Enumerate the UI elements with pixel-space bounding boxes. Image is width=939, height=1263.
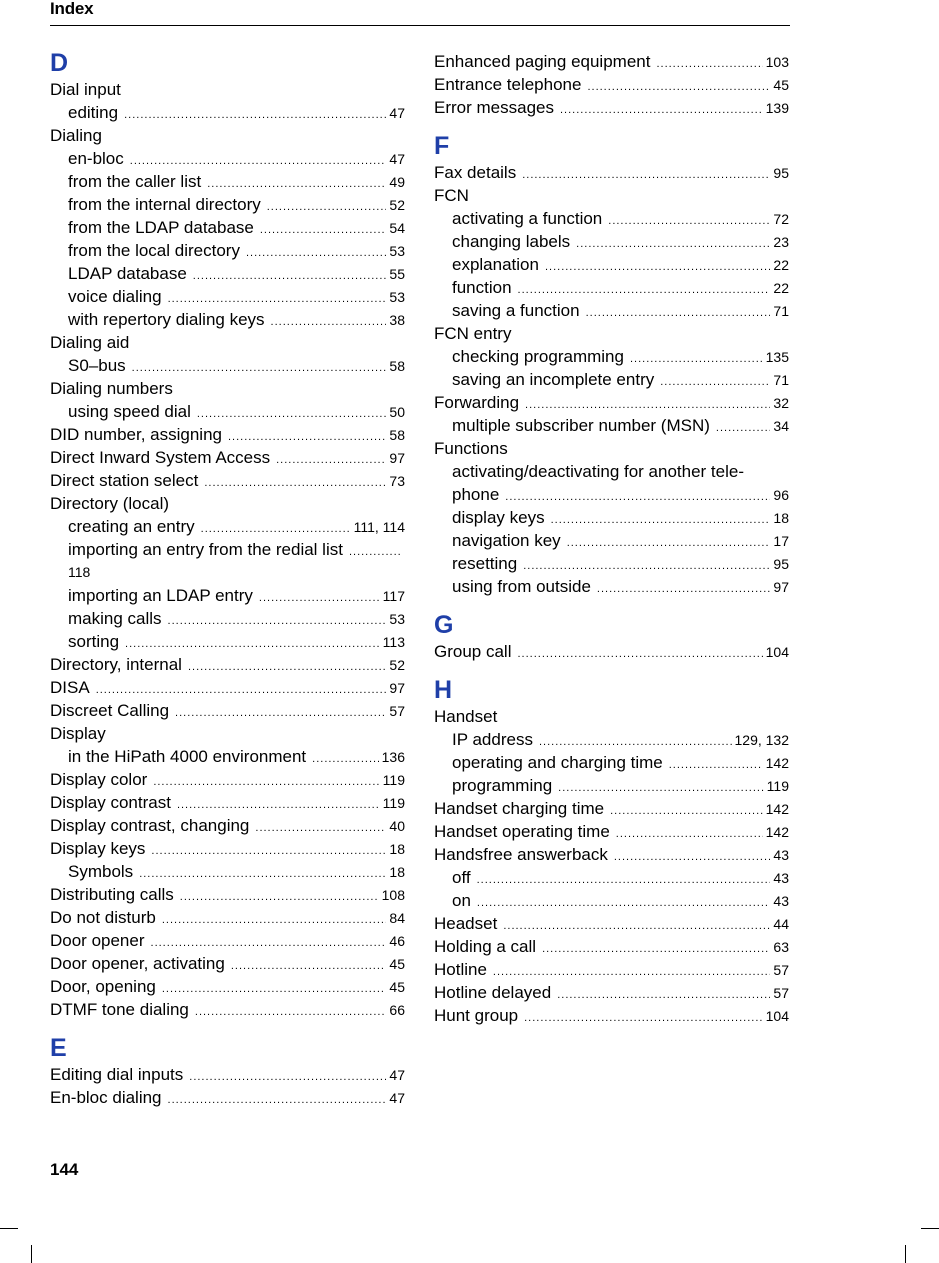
- dot-leader: [576, 233, 770, 256]
- index-subentry: [434, 345, 789, 368]
- index-entry-label: phone: [452, 485, 500, 504]
- page-reference: 71: [773, 372, 789, 388]
- index-subentry: [434, 276, 789, 299]
- index-subentry: [434, 529, 789, 552]
- page-header-title: Index: [50, 0, 94, 18]
- index-subentry: [50, 515, 405, 538]
- page-reference: 96: [773, 487, 789, 503]
- page-reference: 44: [773, 916, 789, 932]
- dot-leader: [276, 449, 386, 472]
- index-entry: [434, 96, 789, 119]
- crop-mark: [0, 1228, 18, 1229]
- index-entry-label: Editing dial inputs: [50, 1065, 184, 1084]
- page-reference: 57: [389, 703, 405, 719]
- index-entry-label: Handset charging time: [434, 799, 605, 818]
- page-reference: 46: [389, 933, 405, 949]
- page-reference: 53: [389, 289, 405, 305]
- index-entry-label: in the HiPath 4000 environment: [68, 747, 307, 766]
- index-entry-label: en-bloc: [68, 149, 124, 168]
- index-entry: [50, 975, 405, 998]
- page-reference: 97: [773, 579, 789, 595]
- page-reference: 43: [773, 847, 789, 863]
- page-reference: 52: [389, 657, 405, 673]
- dot-leader: [255, 817, 386, 840]
- index-subentry: [50, 147, 405, 170]
- index-entry-label: saving a function: [452, 301, 580, 320]
- index-subentry: [50, 354, 405, 377]
- index-entry-label: Direct Inward System Access: [50, 448, 271, 467]
- index-subentry: [434, 414, 789, 437]
- index-subentry: [434, 483, 789, 506]
- index-entry-label: Direct station select: [50, 471, 199, 490]
- header-divider: [50, 25, 790, 26]
- page-reference: 104: [765, 1008, 789, 1024]
- index-entry-label: Hotline delayed: [434, 983, 552, 1002]
- dot-leader: [175, 702, 386, 725]
- index-entry: [434, 958, 789, 981]
- index-column-left: [50, 50, 405, 1109]
- dot-leader: [557, 984, 770, 1007]
- index-subentry: [434, 866, 789, 889]
- index-entry: [434, 161, 789, 184]
- page-reference: 103: [765, 54, 789, 70]
- dot-leader: [188, 656, 386, 679]
- index-subentry: [50, 216, 405, 239]
- index-heading: Dialing: [50, 126, 102, 145]
- index-subentry: [434, 575, 789, 598]
- dot-leader: [195, 1001, 387, 1024]
- index-entry-label: making calls: [68, 609, 162, 628]
- index-entry: [50, 423, 405, 446]
- index-entry: [50, 446, 405, 469]
- index-subentry: [50, 607, 405, 630]
- dot-leader: [503, 915, 770, 938]
- page-reference: 97: [389, 450, 405, 466]
- index-entry-label: Fax details: [434, 163, 517, 182]
- index-entry-label: Door opener: [50, 931, 145, 950]
- page-reference: 53: [389, 243, 405, 259]
- index-entry-continuation: 118: [68, 564, 91, 580]
- index-heading: Display: [50, 724, 106, 743]
- index-entry: [50, 791, 405, 814]
- page-reference: 45: [773, 77, 789, 93]
- page-reference: 111, 114: [353, 519, 405, 535]
- dot-leader: [545, 256, 770, 279]
- section-letter: E: [50, 1034, 67, 1062]
- index-entry: [50, 768, 405, 791]
- page-reference: 55: [389, 266, 405, 282]
- page-reference: 71: [773, 303, 789, 319]
- page-reference: 52: [389, 197, 405, 213]
- page-reference: 95: [773, 556, 789, 572]
- section-letter: H: [434, 676, 452, 704]
- page-number: 144: [50, 1160, 79, 1179]
- index-subentry: [50, 285, 405, 308]
- page-reference: 142: [765, 801, 789, 817]
- index-entry-label: sorting: [68, 632, 120, 651]
- page-reference: 58: [389, 358, 405, 374]
- index-entry-label: Door, opening: [50, 977, 156, 996]
- page-reference: 43: [773, 893, 789, 909]
- page-reference: 45: [389, 979, 405, 995]
- index-entry: [50, 699, 405, 722]
- page-reference: 47: [389, 1090, 405, 1106]
- index-entry-label: editing: [68, 103, 119, 122]
- index-heading: FCN: [434, 186, 469, 205]
- index-subentry: [50, 584, 405, 607]
- index-entry-label: from the LDAP database: [68, 218, 254, 237]
- index-entry-label: navigation key: [452, 531, 561, 550]
- index-entry-label: Do not disturb: [50, 908, 156, 927]
- index-entry-label: activating a function: [452, 209, 603, 228]
- index-entry-label: explanation: [452, 255, 539, 274]
- index-subentry: [50, 308, 405, 331]
- index-entry-label: importing an LDAP entry: [68, 586, 253, 605]
- index-entry-label: Distributing calls: [50, 885, 174, 904]
- index-subentry: [434, 552, 789, 575]
- index-entry-label: using from outside: [452, 577, 591, 596]
- index-entry-label: DISA: [50, 678, 90, 697]
- dot-leader: [271, 311, 387, 334]
- index-subentry: [50, 239, 405, 262]
- index-entry-label: checking programming: [452, 347, 624, 366]
- crop-mark: [921, 1228, 939, 1229]
- index-entry: [434, 820, 789, 843]
- index-entry-label: Door opener, activating: [50, 954, 225, 973]
- index-entry-label: off: [452, 868, 471, 887]
- page-reference: 104: [765, 644, 789, 660]
- index-entry-label: Headset: [434, 914, 498, 933]
- index-subentry: [50, 538, 405, 561]
- index-subentry: [434, 889, 789, 912]
- dot-leader: [312, 748, 378, 771]
- index-column-right: [434, 50, 789, 1027]
- dot-leader: [124, 104, 386, 127]
- index-subentry: [434, 253, 789, 276]
- index-entry-label: En-bloc dialing: [50, 1088, 162, 1107]
- index-entry: [434, 73, 789, 96]
- index-subentry: [50, 170, 405, 193]
- index-entry-label: Display contrast: [50, 793, 171, 812]
- page-reference: 136: [381, 749, 405, 765]
- dot-leader: [542, 938, 770, 961]
- page-reference: 40: [389, 818, 405, 834]
- index-entry: [434, 50, 789, 73]
- page-reference: 45: [389, 956, 405, 972]
- index-entry-label: Handsfree answerback: [434, 845, 608, 864]
- page-reference: 43: [773, 870, 789, 886]
- index-entry-label: Display keys: [50, 839, 146, 858]
- index-entry: [50, 676, 405, 699]
- index-subentry: [50, 400, 405, 423]
- index-entry: [434, 640, 789, 663]
- index-subentry: [434, 774, 789, 797]
- index-entry: [50, 814, 405, 837]
- index-subentry: [50, 262, 405, 285]
- index-entry-label: Display contrast, changing: [50, 816, 250, 835]
- dot-leader: [180, 886, 379, 909]
- page-reference: 49: [389, 174, 405, 190]
- index-entry-label: programming: [452, 776, 553, 795]
- index-entry-label: saving an incomplete entry: [452, 370, 655, 389]
- dot-leader: [567, 532, 771, 555]
- page-reference: 73: [389, 473, 405, 489]
- page-reference: 47: [389, 151, 405, 167]
- page-reference: 47: [389, 105, 405, 121]
- page-reference: 53: [389, 611, 405, 627]
- index-entry-label: IP address: [452, 730, 533, 749]
- index-entry-label: from the internal directory: [68, 195, 261, 214]
- dot-leader: [153, 771, 379, 794]
- dot-leader: [477, 869, 771, 892]
- index-subentry: [434, 230, 789, 253]
- dot-leader: [616, 823, 763, 846]
- dot-leader: [587, 76, 770, 99]
- index-subentry: [50, 101, 405, 124]
- index-entry-label: Handset operating time: [434, 822, 610, 841]
- page-reference: 57: [773, 985, 789, 1001]
- index-heading: Dial input: [50, 80, 121, 99]
- index-entry-label: on: [452, 891, 471, 910]
- page-reference: 117: [382, 588, 405, 604]
- dot-leader: [162, 978, 387, 1001]
- index-heading: Dialing numbers: [50, 379, 173, 398]
- index-entry: [50, 469, 405, 492]
- index-entry: [50, 837, 405, 860]
- index-entry: [434, 935, 789, 958]
- section-letter: D: [50, 49, 68, 77]
- index-entry-label: using speed dial: [68, 402, 191, 421]
- index-subentry: [434, 368, 789, 391]
- index-entry: [50, 1086, 405, 1109]
- dot-leader: [551, 509, 771, 532]
- dot-leader: [259, 587, 380, 610]
- dot-leader: [560, 99, 763, 122]
- index-subentry: [50, 630, 405, 653]
- dot-leader: [656, 53, 762, 76]
- dot-leader: [517, 643, 762, 666]
- dot-leader: [614, 846, 771, 869]
- index-entry: [434, 797, 789, 820]
- index-subentry: [434, 299, 789, 322]
- index-subentry: [434, 506, 789, 529]
- index-entry-label: display keys: [452, 508, 545, 527]
- index-entry-label: resetting: [452, 554, 518, 573]
- dot-leader: [151, 840, 386, 863]
- index-entry-label: S0–bus: [68, 356, 126, 375]
- index-entry: [50, 653, 405, 676]
- page-reference: 97: [389, 680, 405, 696]
- index-entry: [50, 883, 405, 906]
- crop-mark: [31, 1245, 32, 1263]
- index-subentry: [50, 745, 405, 768]
- dot-leader: [660, 371, 770, 394]
- dot-leader: [477, 892, 771, 915]
- index-entry-label: Hotline: [434, 960, 487, 979]
- index-entry-label: Directory, internal: [50, 655, 182, 674]
- page-reference: 18: [773, 510, 789, 526]
- dot-leader: [505, 486, 770, 509]
- index-entry-label: Holding a call: [434, 937, 537, 956]
- index-subentry: [434, 207, 789, 230]
- index-subentry: [434, 751, 789, 774]
- page-reference: 34: [773, 418, 789, 434]
- dot-leader: [197, 403, 387, 426]
- dot-leader: [168, 610, 387, 633]
- index-entry-label: DID number, assigning: [50, 425, 222, 444]
- index-entry-label: voice dialing: [68, 287, 162, 306]
- section-letter: F: [434, 132, 449, 160]
- dot-leader: [162, 909, 387, 932]
- dot-leader: [267, 196, 387, 219]
- index-entry-label: DTMF tone dialing: [50, 1000, 189, 1019]
- crop-mark: [905, 1245, 906, 1263]
- index-entry: [50, 998, 405, 1021]
- index-entry-label: from the caller list: [68, 172, 202, 191]
- index-entry-label: Entrance telephone: [434, 75, 582, 94]
- index-entry-label: LDAP database: [68, 264, 187, 283]
- page-reference: 23: [773, 234, 789, 250]
- dot-leader: [608, 210, 770, 233]
- dot-leader: [246, 242, 386, 265]
- index-entry: [434, 981, 789, 1004]
- page-reference: 72: [773, 211, 789, 227]
- index-entry-label: multiple subscriber number (MSN): [452, 416, 710, 435]
- page-reference: 84: [389, 910, 405, 926]
- page-reference: 54: [389, 220, 405, 236]
- dot-leader: [204, 472, 386, 495]
- page-reference: 142: [765, 755, 789, 771]
- index-subentry: [50, 860, 405, 883]
- index-entry-label: with repertory dialing keys: [68, 310, 265, 329]
- index-subentry: [50, 193, 405, 216]
- page-reference: 119: [382, 795, 405, 811]
- index-heading: FCN entry: [434, 324, 512, 343]
- page-reference: 22: [773, 257, 789, 273]
- index-entry-label: importing an entry from the redial list: [68, 540, 343, 559]
- index-entry: [434, 843, 789, 866]
- dot-leader: [349, 541, 402, 564]
- section-letter: G: [434, 611, 453, 639]
- dot-leader: [168, 1089, 387, 1112]
- page-reference: 18: [389, 864, 405, 880]
- index-entry-label: Display color: [50, 770, 148, 789]
- page-reference: 66: [389, 1002, 405, 1018]
- index-entry: [50, 929, 405, 952]
- page-reference: 50: [389, 404, 405, 420]
- index-entry-label: Discreet Calling: [50, 701, 170, 720]
- page-reference: 135: [765, 349, 789, 365]
- index-entry-label: Enhanced paging equipment: [434, 52, 651, 71]
- dot-leader: [522, 164, 770, 187]
- index-entry-label: Forwarding: [434, 393, 520, 412]
- index-heading: activating/deactivating for another tele-: [452, 462, 745, 481]
- index-entry-label: from the local directory: [68, 241, 240, 260]
- index-entry-label: Group call: [434, 642, 512, 661]
- dot-leader: [189, 1066, 386, 1089]
- index-heading: Directory (local): [50, 494, 170, 513]
- dot-leader: [260, 219, 387, 242]
- page-reference: 22: [773, 280, 789, 296]
- page-reference: 119: [766, 778, 789, 794]
- page-reference: 119: [382, 772, 405, 788]
- page-reference: 139: [765, 100, 789, 116]
- page-reference: 142: [765, 824, 789, 840]
- page-reference: 17: [773, 533, 789, 549]
- dot-leader: [669, 754, 763, 777]
- dot-leader: [716, 417, 771, 440]
- page-reference: 95: [773, 165, 789, 181]
- index-entry: [50, 952, 405, 975]
- dot-leader: [139, 863, 386, 886]
- page-reference: 32: [773, 395, 789, 411]
- page-reference: 113: [382, 634, 405, 650]
- page-reference: 129, 132: [734, 732, 789, 748]
- index-entry: [50, 906, 405, 929]
- dot-leader: [610, 800, 763, 823]
- index-entry: [434, 1004, 789, 1027]
- dot-leader: [586, 302, 771, 325]
- index-entry: [50, 1063, 405, 1086]
- dot-leader: [524, 1007, 763, 1030]
- index-entry-label: operating and charging time: [452, 753, 663, 772]
- index-entry: [434, 391, 789, 414]
- page-reference: 63: [773, 939, 789, 955]
- dot-leader: [231, 955, 387, 978]
- page-reference: 47: [389, 1067, 405, 1083]
- index-entry-label: function: [452, 278, 512, 297]
- index-entry-label: Error messages: [434, 98, 554, 117]
- index-entry-label: changing labels: [452, 232, 571, 251]
- page-reference: 108: [381, 887, 405, 903]
- index-heading: Handset: [434, 707, 498, 726]
- index-heading: Functions: [434, 439, 508, 458]
- page-reference: 38: [389, 312, 405, 328]
- index-entry-label: Hunt group: [434, 1006, 519, 1025]
- page-reference: 57: [773, 962, 789, 978]
- dot-leader: [193, 265, 387, 288]
- index-entry: [434, 912, 789, 935]
- index-subentry: [434, 728, 789, 751]
- index-entry-label: creating an entry: [68, 517, 195, 536]
- index-entry-label: Symbols: [68, 862, 134, 881]
- page-reference: 18: [389, 841, 405, 857]
- dot-leader: [597, 578, 771, 601]
- page-reference: 58: [389, 427, 405, 443]
- index-heading: Dialing aid: [50, 333, 130, 352]
